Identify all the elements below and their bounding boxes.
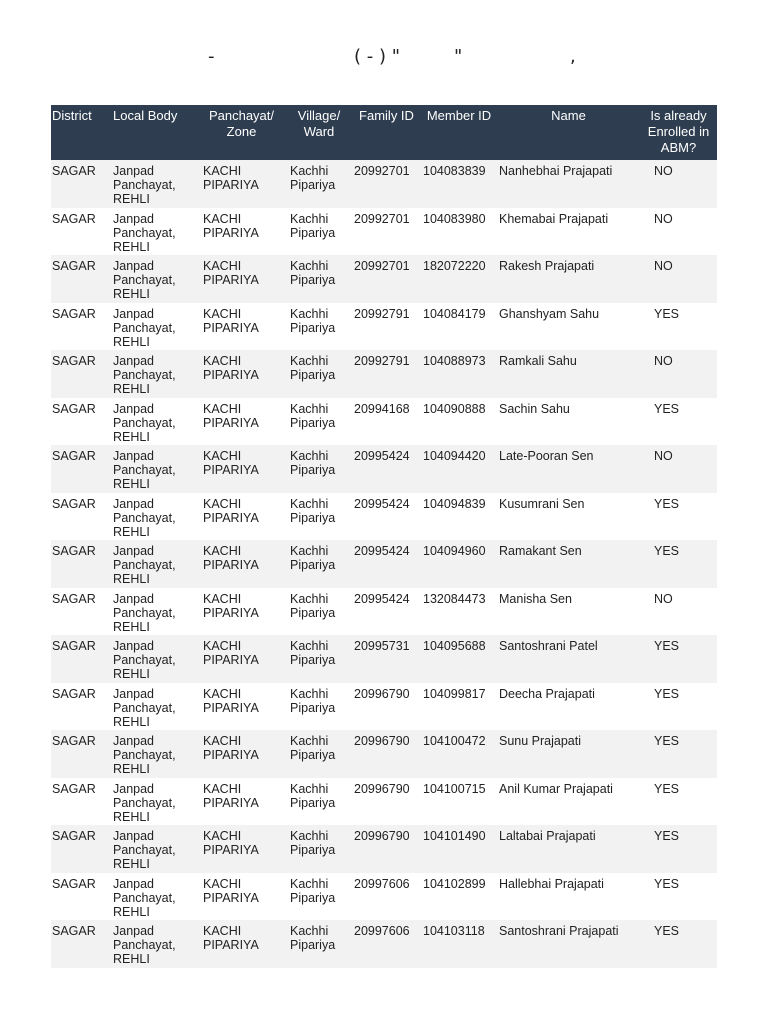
cell-panchayat: KACHI PIPARIYA bbox=[197, 540, 286, 588]
cell-local-body: Janpad Panchayat, REHLI bbox=[107, 303, 197, 351]
table-row bbox=[51, 825, 717, 873]
cell-village: Kachhi Pipariya bbox=[286, 445, 352, 493]
table-row bbox=[51, 350, 717, 398]
cell-name: Ghanshyam Sahu bbox=[497, 303, 640, 351]
cell-panchayat: KACHI PIPARIYA bbox=[197, 920, 286, 968]
cell-enrolled: YES bbox=[640, 303, 717, 351]
cell-name: Late-Pooran Sen bbox=[497, 445, 640, 493]
cell-member-id: 104099817 bbox=[421, 683, 497, 731]
table-row bbox=[51, 588, 717, 636]
cell-name: Deecha Prajapati bbox=[497, 683, 640, 731]
cell-member-id: 104102899 bbox=[421, 873, 497, 921]
cell-local-body: Janpad Panchayat, REHLI bbox=[107, 540, 197, 588]
cell-enrolled: YES bbox=[640, 683, 717, 731]
column-header-enrolled: Is already Enrolled in ABM? bbox=[640, 105, 717, 160]
title-fragment: , bbox=[570, 46, 576, 67]
cell-family-id: 20994168 bbox=[352, 398, 421, 446]
beneficiary-table bbox=[51, 105, 717, 968]
cell-member-id: 104084179 bbox=[421, 303, 497, 351]
cell-family-id: 20995424 bbox=[352, 588, 421, 636]
cell-name: Ramakant Sen bbox=[497, 540, 640, 588]
cell-village: Kachhi Pipariya bbox=[286, 730, 352, 778]
cell-family-id: 20992791 bbox=[352, 303, 421, 351]
cell-village: Kachhi Pipariya bbox=[286, 920, 352, 968]
column-header-name: Name bbox=[497, 105, 640, 160]
cell-village: Kachhi Pipariya bbox=[286, 255, 352, 303]
cell-family-id: 20996790 bbox=[352, 825, 421, 873]
cell-enrolled: YES bbox=[640, 920, 717, 968]
cell-panchayat: KACHI PIPARIYA bbox=[197, 493, 286, 541]
cell-district: SAGAR bbox=[51, 540, 107, 588]
cell-panchayat: KACHI PIPARIYA bbox=[197, 398, 286, 446]
table-row bbox=[51, 303, 717, 351]
title-fragment: " bbox=[454, 46, 463, 67]
cell-district: SAGAR bbox=[51, 493, 107, 541]
cell-enrolled: YES bbox=[640, 778, 717, 826]
cell-member-id: 182072220 bbox=[421, 255, 497, 303]
column-header-district: District bbox=[51, 105, 107, 160]
cell-district: SAGAR bbox=[51, 255, 107, 303]
cell-family-id: 20992701 bbox=[352, 255, 421, 303]
table-row bbox=[51, 493, 717, 541]
table-row bbox=[51, 540, 717, 588]
cell-village: Kachhi Pipariya bbox=[286, 350, 352, 398]
column-header-member-id: Member ID bbox=[421, 105, 497, 160]
table-row bbox=[51, 255, 717, 303]
cell-district: SAGAR bbox=[51, 208, 107, 256]
cell-name: Hallebhai Prajapati bbox=[497, 873, 640, 921]
title-fragment: - bbox=[208, 46, 215, 67]
cell-panchayat: KACHI PIPARIYA bbox=[197, 825, 286, 873]
cell-member-id: 104100715 bbox=[421, 778, 497, 826]
cell-district: SAGAR bbox=[51, 398, 107, 446]
cell-name: Khemabai Prajapati bbox=[497, 208, 640, 256]
cell-enrolled: YES bbox=[640, 873, 717, 921]
cell-local-body: Janpad Panchayat, REHLI bbox=[107, 255, 197, 303]
cell-village: Kachhi Pipariya bbox=[286, 635, 352, 683]
cell-member-id: 104090888 bbox=[421, 398, 497, 446]
cell-enrolled: NO bbox=[640, 208, 717, 256]
column-header-village: Village/ Ward bbox=[286, 105, 352, 160]
cell-district: SAGAR bbox=[51, 350, 107, 398]
document-title bbox=[0, 46, 768, 74]
cell-panchayat: KACHI PIPARIYA bbox=[197, 683, 286, 731]
cell-enrolled: YES bbox=[640, 540, 717, 588]
cell-village: Kachhi Pipariya bbox=[286, 208, 352, 256]
cell-member-id: 104101490 bbox=[421, 825, 497, 873]
column-header-family-id: Family ID bbox=[352, 105, 421, 160]
cell-district: SAGAR bbox=[51, 588, 107, 636]
cell-district: SAGAR bbox=[51, 778, 107, 826]
cell-name: Sunu Prajapati bbox=[497, 730, 640, 778]
cell-panchayat: KACHI PIPARIYA bbox=[197, 730, 286, 778]
cell-panchayat: KACHI PIPARIYA bbox=[197, 635, 286, 683]
cell-local-body: Janpad Panchayat, REHLI bbox=[107, 873, 197, 921]
cell-local-body: Janpad Panchayat, REHLI bbox=[107, 825, 197, 873]
cell-village: Kachhi Pipariya bbox=[286, 825, 352, 873]
cell-name: Kusumrani Sen bbox=[497, 493, 640, 541]
cell-local-body: Janpad Panchayat, REHLI bbox=[107, 588, 197, 636]
column-header-local-body: Local Body bbox=[107, 105, 197, 160]
cell-family-id: 20996790 bbox=[352, 683, 421, 731]
cell-panchayat: KACHI PIPARIYA bbox=[197, 350, 286, 398]
cell-district: SAGAR bbox=[51, 635, 107, 683]
cell-member-id: 104094960 bbox=[421, 540, 497, 588]
cell-local-body: Janpad Panchayat, REHLI bbox=[107, 350, 197, 398]
cell-local-body: Janpad Panchayat, REHLI bbox=[107, 920, 197, 968]
cell-district: SAGAR bbox=[51, 920, 107, 968]
cell-panchayat: KACHI PIPARIYA bbox=[197, 303, 286, 351]
cell-enrolled: NO bbox=[640, 445, 717, 493]
cell-name: Manisha Sen bbox=[497, 588, 640, 636]
cell-enrolled: YES bbox=[640, 825, 717, 873]
cell-enrolled: YES bbox=[640, 730, 717, 778]
cell-member-id: 104083839 bbox=[421, 160, 497, 208]
cell-district: SAGAR bbox=[51, 160, 107, 208]
cell-member-id: 104088973 bbox=[421, 350, 497, 398]
cell-local-body: Janpad Panchayat, REHLI bbox=[107, 160, 197, 208]
cell-enrolled: NO bbox=[640, 160, 717, 208]
cell-village: Kachhi Pipariya bbox=[286, 873, 352, 921]
cell-village: Kachhi Pipariya bbox=[286, 778, 352, 826]
cell-village: Kachhi Pipariya bbox=[286, 683, 352, 731]
cell-family-id: 20996790 bbox=[352, 778, 421, 826]
cell-family-id: 20995424 bbox=[352, 493, 421, 541]
cell-local-body: Janpad Panchayat, REHLI bbox=[107, 493, 197, 541]
cell-name: Santoshrani Prajapati bbox=[497, 920, 640, 968]
cell-member-id: 104103118 bbox=[421, 920, 497, 968]
cell-enrolled: YES bbox=[640, 398, 717, 446]
table-row bbox=[51, 160, 717, 208]
cell-district: SAGAR bbox=[51, 730, 107, 778]
cell-district: SAGAR bbox=[51, 825, 107, 873]
table-header-row bbox=[51, 105, 717, 160]
table-row bbox=[51, 398, 717, 446]
cell-panchayat: KACHI PIPARIYA bbox=[197, 873, 286, 921]
cell-village: Kachhi Pipariya bbox=[286, 540, 352, 588]
table-row bbox=[51, 683, 717, 731]
cell-name: Rakesh Prajapati bbox=[497, 255, 640, 303]
cell-panchayat: KACHI PIPARIYA bbox=[197, 588, 286, 636]
cell-member-id: 104095688 bbox=[421, 635, 497, 683]
cell-family-id: 20997606 bbox=[352, 920, 421, 968]
cell-family-id: 20997606 bbox=[352, 873, 421, 921]
cell-enrolled: YES bbox=[640, 635, 717, 683]
cell-local-body: Janpad Panchayat, REHLI bbox=[107, 208, 197, 256]
cell-village: Kachhi Pipariya bbox=[286, 160, 352, 208]
cell-local-body: Janpad Panchayat, REHLI bbox=[107, 635, 197, 683]
table-row bbox=[51, 208, 717, 256]
cell-name: Ramkali Sahu bbox=[497, 350, 640, 398]
cell-panchayat: KACHI PIPARIYA bbox=[197, 160, 286, 208]
cell-enrolled: YES bbox=[640, 493, 717, 541]
cell-village: Kachhi Pipariya bbox=[286, 398, 352, 446]
cell-member-id: 104100472 bbox=[421, 730, 497, 778]
table-row bbox=[51, 445, 717, 493]
cell-enrolled: NO bbox=[640, 255, 717, 303]
cell-enrolled: NO bbox=[640, 350, 717, 398]
cell-village: Kachhi Pipariya bbox=[286, 493, 352, 541]
column-header-panchayat: Panchayat/ Zone bbox=[197, 105, 286, 160]
cell-name: Santoshrani Patel bbox=[497, 635, 640, 683]
cell-local-body: Janpad Panchayat, REHLI bbox=[107, 730, 197, 778]
cell-family-id: 20995424 bbox=[352, 540, 421, 588]
cell-district: SAGAR bbox=[51, 873, 107, 921]
cell-village: Kachhi Pipariya bbox=[286, 588, 352, 636]
cell-panchayat: KACHI PIPARIYA bbox=[197, 255, 286, 303]
cell-district: SAGAR bbox=[51, 683, 107, 731]
cell-family-id: 20992701 bbox=[352, 208, 421, 256]
cell-family-id: 20995424 bbox=[352, 445, 421, 493]
cell-district: SAGAR bbox=[51, 303, 107, 351]
cell-family-id: 20996790 bbox=[352, 730, 421, 778]
cell-enrolled: NO bbox=[640, 588, 717, 636]
title-fragment: ( - ) " bbox=[354, 46, 400, 67]
cell-member-id: 104094420 bbox=[421, 445, 497, 493]
cell-member-id: 104083980 bbox=[421, 208, 497, 256]
cell-family-id: 20992791 bbox=[352, 350, 421, 398]
cell-family-id: 20992701 bbox=[352, 160, 421, 208]
cell-name: Laltabai Prajapati bbox=[497, 825, 640, 873]
cell-local-body: Janpad Panchayat, REHLI bbox=[107, 683, 197, 731]
table-row bbox=[51, 920, 717, 968]
cell-panchayat: KACHI PIPARIYA bbox=[197, 778, 286, 826]
cell-member-id: 132084473 bbox=[421, 588, 497, 636]
cell-member-id: 104094839 bbox=[421, 493, 497, 541]
table-body bbox=[51, 160, 717, 968]
table-row bbox=[51, 778, 717, 826]
cell-name: Anil Kumar Prajapati bbox=[497, 778, 640, 826]
table-row bbox=[51, 730, 717, 778]
cell-name: Nanhebhai Prajapati bbox=[497, 160, 640, 208]
cell-name: Sachin Sahu bbox=[497, 398, 640, 446]
cell-panchayat: KACHI PIPARIYA bbox=[197, 208, 286, 256]
table-row bbox=[51, 635, 717, 683]
cell-family-id: 20995731 bbox=[352, 635, 421, 683]
cell-local-body: Janpad Panchayat, REHLI bbox=[107, 445, 197, 493]
cell-village: Kachhi Pipariya bbox=[286, 303, 352, 351]
cell-district: SAGAR bbox=[51, 445, 107, 493]
table-row bbox=[51, 873, 717, 921]
cell-local-body: Janpad Panchayat, REHLI bbox=[107, 398, 197, 446]
cell-panchayat: KACHI PIPARIYA bbox=[197, 445, 286, 493]
cell-local-body: Janpad Panchayat, REHLI bbox=[107, 778, 197, 826]
